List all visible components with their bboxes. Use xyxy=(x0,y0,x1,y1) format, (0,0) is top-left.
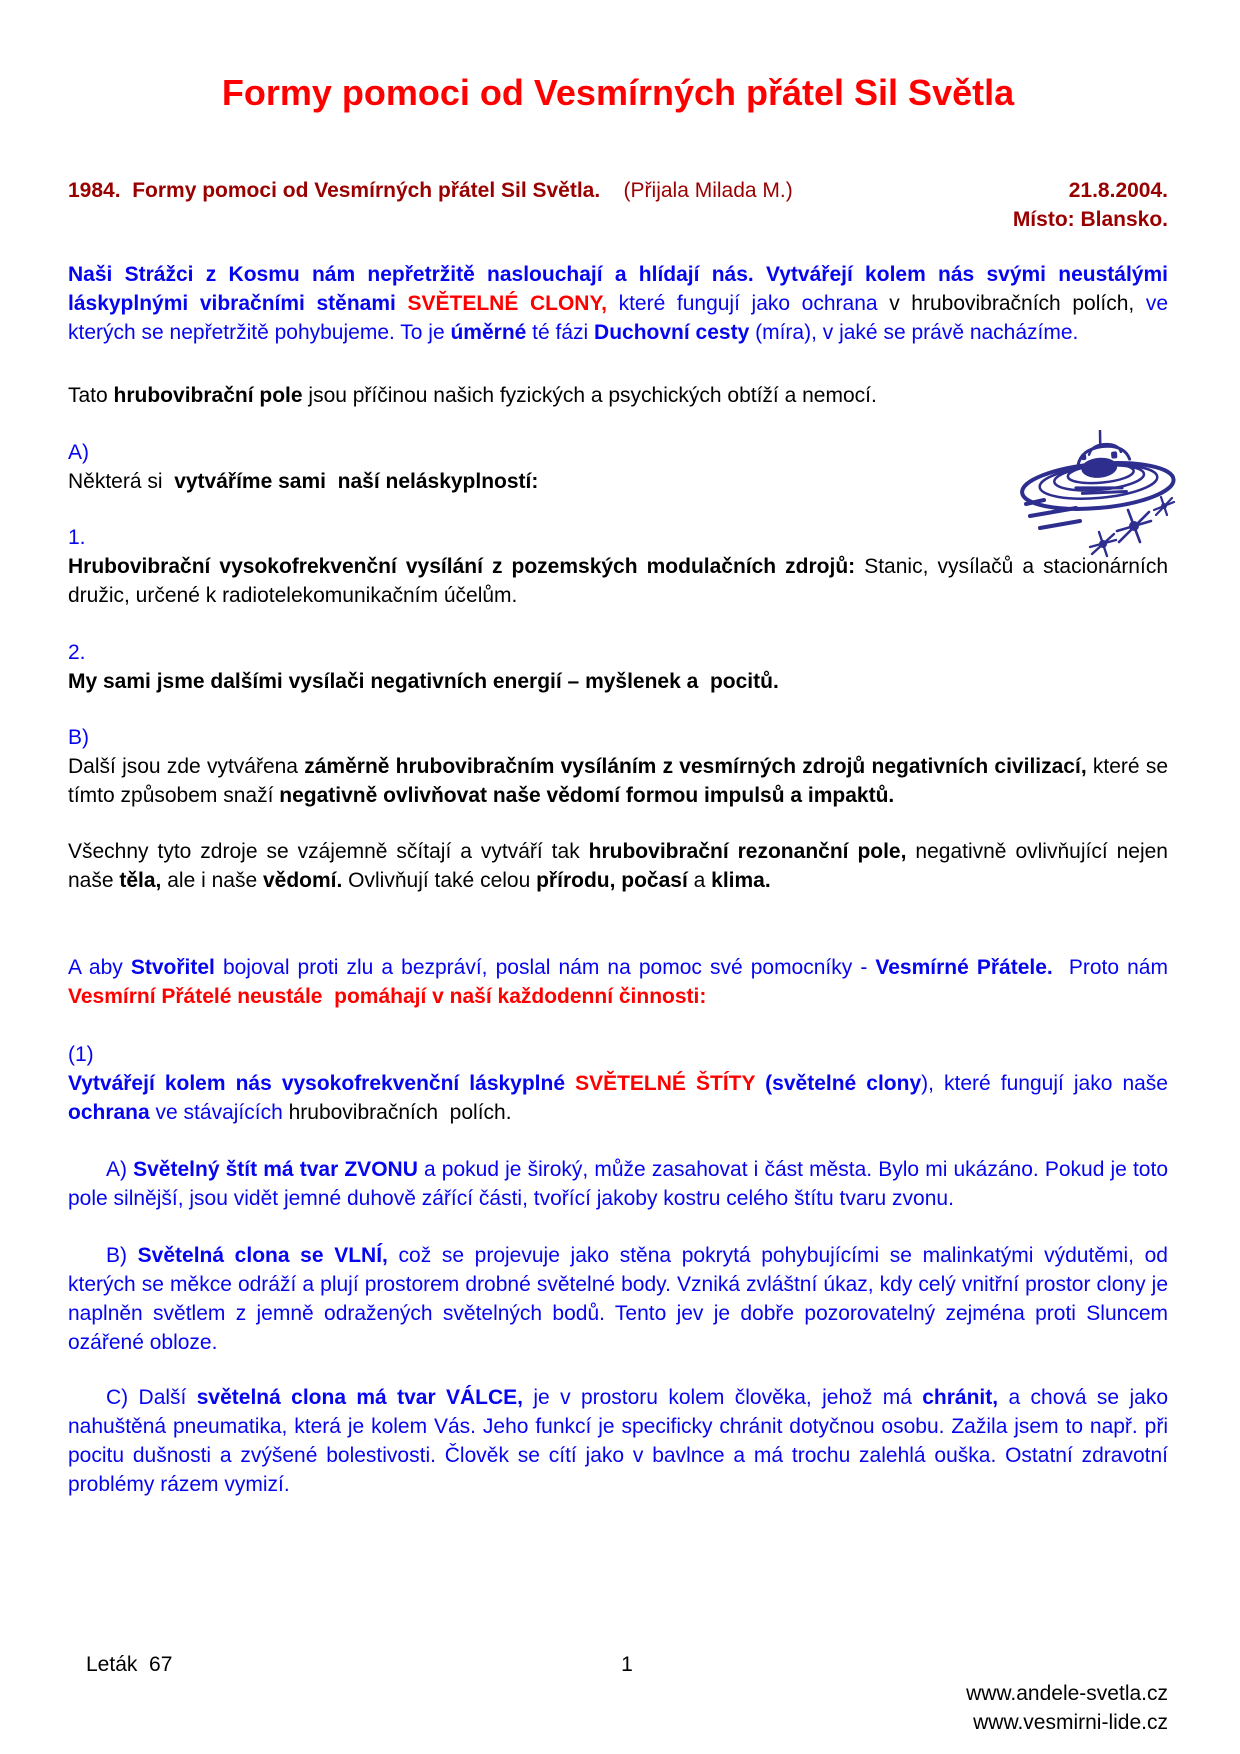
text-segment: ochrana xyxy=(68,1101,150,1124)
text-segment: negativně ovlivňovat naše vědomí formou impulsů a impaktů. xyxy=(279,784,895,807)
star-medium xyxy=(1090,532,1116,556)
page-number: 1 xyxy=(621,1653,633,1676)
text-segment: a pokud je široký, může zasahovat i část města. Bylo mi ukázáno. Pokud je toto pole silnější, jsou vidět jemné duhově zářící části, tvořící jakoby kostru celého štítu tvaru zvonu. xyxy=(68,1158,1174,1210)
paragraph-shield-b xyxy=(68,1241,1174,1357)
text-segment: které fungují jako ochrana xyxy=(606,292,890,315)
text-segment: 2. xyxy=(68,641,86,664)
section-label-2 xyxy=(68,638,1168,667)
leaflet-number: Leták 67 xyxy=(86,1653,173,1676)
text-segment: (míra), v jaké se právě nacházíme. xyxy=(749,321,1079,344)
star-small xyxy=(1154,497,1174,515)
text-segment: B) xyxy=(68,726,89,749)
meta-heading xyxy=(68,176,793,205)
text-segment: Naši Strážci z Kosmu nám nepřetržitě naslouchají a hlídají nás. Vytvářejí kolem nás svými neustálými láskyplnými vibračními stěnami xyxy=(68,263,1174,315)
text-segment: Hrubovibrační vysokofrekvenční vysílání z pozemských modulačních zdrojů: xyxy=(68,555,856,578)
paragraph-intro xyxy=(68,260,1174,347)
page-footer xyxy=(68,1650,1168,1754)
text-segment: což se projevuje jako stěna pokrytá pohybujícími se malinkatými výdutěmi, od kterých se měkce odráží a plují prostorem drobné světelné body. Vzniká zvláštní úkaz, kdy celý vnitřní prostor clony je naplněn světlem z jemně odražených světelných bodů. Tento jev je dobře pozorovatelný zejména proti Sluncem ozářené obloze. xyxy=(68,1244,1174,1354)
text-segment: v hrubovibračních polích, xyxy=(889,292,1135,315)
text-segment: které se tímto způsobem snaží xyxy=(68,755,1174,807)
text-segment: (1) xyxy=(68,1043,94,1066)
text-segment: ve kterých se nepřetržitě pohybujeme. To je xyxy=(68,292,1174,344)
text-segment: Vesmírné Přátele. xyxy=(875,956,1053,979)
text-segment: Další jsou zde vytvářena xyxy=(68,755,305,778)
text-segment: (Přijala Milada M.) xyxy=(623,179,793,202)
text-segment xyxy=(600,179,623,202)
paragraph-a-aby xyxy=(68,953,1174,1011)
text-segment: Proto nám xyxy=(1052,956,1174,979)
text-segment: záměrně hrubovibračním vysíláním z vesmírných zdrojů negativních civilizací, xyxy=(304,755,1087,778)
text-segment: 1. xyxy=(68,526,86,549)
text-segment: těla, xyxy=(119,869,162,892)
paragraph-section-2 xyxy=(68,667,1168,696)
text-segment: (světelné clony xyxy=(755,1072,922,1095)
paragraph-section-1 xyxy=(68,552,1174,610)
text-segment: hrubovibračních polích. xyxy=(288,1101,512,1124)
text-segment: A aby xyxy=(68,956,131,979)
text-segment: hrubovibrační rezonanční pole, xyxy=(588,840,907,863)
paragraph-section-b xyxy=(68,752,1174,810)
star-large xyxy=(1117,510,1151,542)
paragraph-point-1 xyxy=(68,1069,1174,1127)
text-segment: Některá si xyxy=(68,470,175,493)
text-segment: Stanic, vysílačů a stacionárních družic, určené k radiotelekomunikačním účelům. xyxy=(68,555,1174,607)
text-segment: ale i naše xyxy=(161,869,263,892)
text-segment: B) xyxy=(106,1244,138,1267)
text-segment: My sami jsme dalšími vysílači negativních energií – myšlenek a pocitů. xyxy=(68,670,779,693)
text-segment: a chová se jako nahuštěná pneumatika, která je kolem Vás. Jeho funkcí je specificky chránit dotyčnou osobu. Zažila jsem to např. při pocitu dušnosti a zvýšené bolestivosti. Člověk se cítí jako v bavlnce a má trochu zalehlá ouška. Ostatní zdravotní problémy rázem vymizí. xyxy=(68,1386,1174,1496)
text-segment: SVĚTELNÉ CLONY, xyxy=(407,292,607,315)
text-segment: vědomí. xyxy=(262,869,343,892)
meta-row xyxy=(68,176,1168,205)
section-label-1 xyxy=(68,523,1168,552)
footer-websites xyxy=(633,1650,1168,1754)
text-segment: té fázi xyxy=(526,321,595,344)
paragraph-tato xyxy=(68,381,1168,410)
text-segment: A) xyxy=(68,441,89,464)
text-segment: klima. xyxy=(711,869,771,892)
text-segment: Duchovní cesty xyxy=(594,321,750,344)
speed-lines xyxy=(1026,500,1080,528)
website-vesmirni-lide: www.vesmirni-lide.cz xyxy=(973,1711,1168,1734)
section-label-b xyxy=(68,723,1168,752)
text-segment: Vytvářejí kolem nás vysokofrekvenční láskyplné xyxy=(68,1072,576,1095)
text-segment: A) xyxy=(106,1158,134,1181)
page-title: Formy pomoci od Vesmírných přátel Sil Světla xyxy=(221,72,1015,113)
text-segment: Tato xyxy=(68,384,114,407)
text-segment: přírodu, počasí xyxy=(536,869,688,892)
text-segment: 1984. Formy pomoci od Vesmírných přátel Sil Světla. xyxy=(68,179,601,202)
text-segment: a xyxy=(687,869,712,892)
text-segment: Světelná clona se VLNÍ, xyxy=(137,1244,388,1267)
text-segment: ), které fungují jako naše xyxy=(921,1072,1174,1095)
text-segment: jsou příčinou našich fyzických a psychických obtíží a nemocí. xyxy=(302,384,877,407)
point-label-1 xyxy=(68,1040,1168,1069)
paragraph-nektera xyxy=(68,467,1168,496)
text-segment: úměrné xyxy=(450,321,527,344)
text-segment: Světelný štít má tvar ZVONU xyxy=(133,1158,418,1181)
text-segment: C) Další xyxy=(106,1386,197,1409)
meta-place: Místo: Blansko. xyxy=(1012,208,1168,231)
text-segment: chránit, xyxy=(922,1386,999,1409)
text-segment: bojoval proti zlu a bezpráví, poslal nám na pomoc své pomocníky - xyxy=(214,956,876,979)
text-segment: Stvořitel xyxy=(130,956,215,979)
text-segment: hrubovibrační pole xyxy=(113,384,303,407)
text-segment: ve stávajících xyxy=(149,1101,289,1124)
paragraph-shield-a xyxy=(68,1155,1174,1213)
text-segment: Ovlivňují také celou xyxy=(342,869,537,892)
text-segment: světelná clona má tvar VÁLCE, xyxy=(196,1386,523,1409)
paragraph-shield-c xyxy=(68,1383,1174,1499)
text-segment: je v prostoru kolem člověka, jehož má xyxy=(523,1386,923,1409)
text-segment: Všechny tyto zdroje se vzájemně sčítají a vytváří tak xyxy=(68,840,589,863)
text-segment: negativně ovlivňující nejen naše xyxy=(68,840,1174,892)
text-segment: vytváříme sami naší neláskyplností: xyxy=(174,470,539,493)
ufo-illustration xyxy=(1018,430,1180,560)
meta-date: 21.8.2004. xyxy=(1068,179,1168,202)
section-label-a xyxy=(68,438,1168,467)
text-segment: SVĚTELNÉ ŠTÍTY xyxy=(575,1072,756,1095)
website-andele-svetla: www.andele-svetla.cz xyxy=(966,1682,1168,1705)
text-segment: Vesmírní Přátelé neustále pomáhají v naší každodenní činnosti: xyxy=(68,985,707,1008)
paragraph-vsechny xyxy=(68,837,1174,895)
